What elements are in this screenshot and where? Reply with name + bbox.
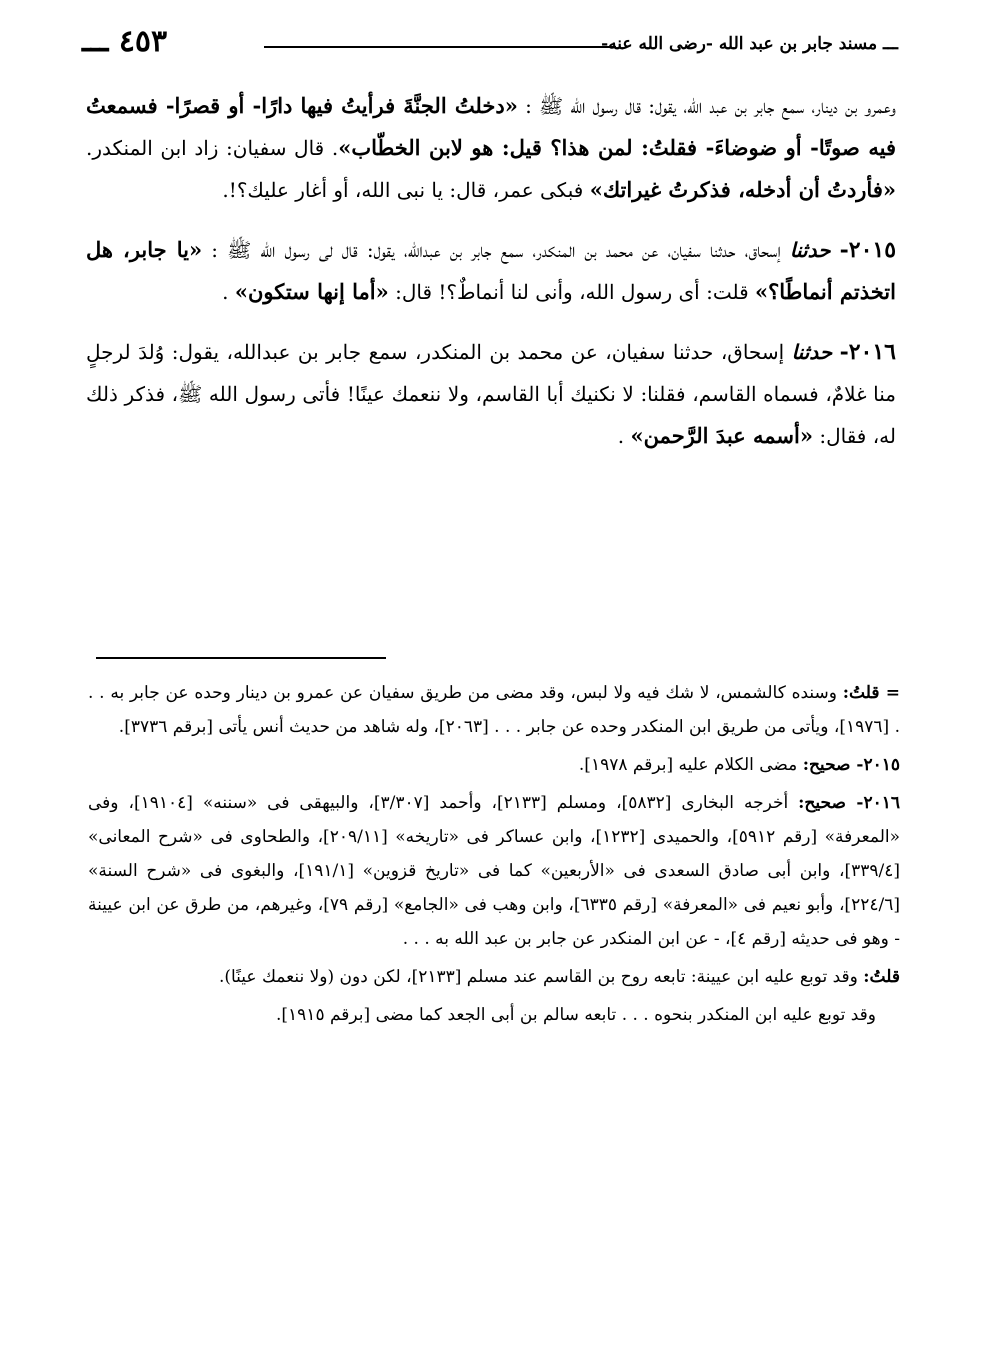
footnote-text: وسنده كالشمس، لا شك فيه ولا لبس، وقد مضى من طريق سفيان عن عمرو بن دينار وحده عن جابر به . . . [١٩٧٦]، ويأتى من طريق ابن المنكدر وحده عن جابر . . . [٢٠٦٣]، وله شاهد من حديث أنس يأتى [برقم ٣٧٣٦]. bbox=[88, 683, 900, 737]
footnote-number: ٢٠١٦- bbox=[845, 793, 901, 813]
hadith-paragraph-2016 bbox=[86, 331, 896, 457]
narration-text: قلت: أى رسول الله، وأنى لنا أنماطٌ؟! قال: bbox=[388, 280, 755, 304]
footnote-2016 bbox=[88, 786, 900, 956]
footnote-text: وقد توبع عليه ابن المنكدر بنحوه . . . تابعه سالم بن أبى الجعد كما مضى [برقم ١٩١٥]. bbox=[276, 1005, 876, 1025]
footnote-continuation bbox=[88, 676, 900, 744]
footnote-continuation-mark: = bbox=[879, 683, 901, 703]
prophetic-quote: «أسمه عبدَ الرَّحمن» bbox=[630, 423, 813, 448]
footnote-number: ٢٠١٥- bbox=[850, 755, 900, 775]
narration-keyword: حدثنا bbox=[791, 340, 833, 364]
running-title: ـــ مسند جابر بن عبد الله -رضى الله عنه- bbox=[601, 34, 898, 54]
main-text bbox=[86, 85, 896, 457]
narration-text: . bbox=[617, 424, 631, 448]
footnote-keyword: قلتُ: bbox=[842, 683, 880, 703]
hadith-paragraph-continued bbox=[86, 85, 896, 211]
page-number: ٤٥٣ ـــ bbox=[82, 24, 168, 59]
prophetic-quote: «يا جابر، هل اتخذتم أنماطًا؟» bbox=[86, 237, 896, 304]
hadith-number: ٢٠١٦- bbox=[839, 339, 896, 365]
footnote-text: مضى الكلام عليه [برقم ١٩٧٨]. bbox=[578, 755, 803, 775]
footnote-keyword: قلتُ: bbox=[863, 967, 900, 987]
footnote-text: أخرجه البخارى [٥٨٣٢]، ومسلم [٢١٣٣]، وأحمد [٣/٣٠٧]، والبيهقى فى «سننه» [١٩١٠٤]، وفى «المعرفة» [رقم ٥٩١٢]، والحميدى [١٢٣٢]، وابن عساكر فى «تاريخه» [٢٠٩/١١]، والطحاوى فى «شرح المعانى» [٣٣٩/٤]، وابن أبى صادق السعدى فى «الأربعين» كما فى «تاريخ قزوين» [١٩١/١]، والبغوى فى «شرح السنة» [٢٢٤/٦]، وأبو نعيم فى «المعرفة» [رقم ٦٣٣٥]، وابن وهب فى «الجامع» [رقم ٧٩]، وغيرهم، من طرق عن ابن عيينة - وهو فى حديثه [رقم ٤]، - عن ابن المنكدر عن جابر بن عبد الله به . . . bbox=[88, 793, 901, 949]
narration-text: إسحاق، حدثنا سفيان، عن محمد بن المنكدر، سمع جابر بن عبدالله، يقول: وُلدَ لرجلٍ منا غلامٌ، فسماه القاسم، فقلنا: لا نكنيك أبا القاسم، ولا ننعمك عينًا! فأتى رسول الله ﷺ، فذكر ذلك له، فقال: bbox=[86, 340, 896, 448]
footnotes bbox=[88, 676, 900, 1032]
footnote-text: وقد توبع عليه ابن عيينة: تابعه روح بن القاسم عند مسلم [٢١٣٣]، لكن دون (ولا ننعمك عينًا). bbox=[218, 967, 864, 987]
narration-keyword: حدثنا bbox=[789, 238, 831, 262]
footnote-grade: صحيح: bbox=[798, 793, 846, 813]
narration-text: فبكى عمر، قال: يا نبى الله، أو أغار عليك؟!. bbox=[222, 178, 590, 202]
prophetic-quote: «أما إنها ستكون» bbox=[234, 279, 389, 304]
running-header bbox=[82, 24, 898, 64]
narration-text: إسحاق، حدثنا سفيان، عن محمد بن المنكدر، سمع جابر بن عبدالله، يقول: قال لى رسول الله ﷺ : bbox=[202, 238, 790, 262]
footnote-grade: صحيح: bbox=[802, 755, 851, 775]
header-rule bbox=[264, 46, 616, 48]
narration-text: وعمرو بن دينار، سمع جابر بن عبد الله، يقول: قال رسول الله ﷺ : bbox=[517, 94, 896, 118]
prophetic-quote: «دخلتُ الجنَّةَ فرأيتُ فيها دارًا- أو قصرًا- فسمعتُ فيه صوتًا- أو ضوضاءَ- فقلتُ: لمن هذا؟ قيل: هو لابن الخطّاب» bbox=[86, 93, 896, 160]
prophetic-quote: «فأردتُ أن أدخله، فذكرتُ غيراتك» bbox=[589, 177, 896, 202]
hadith-number: ٢٠١٥- bbox=[839, 237, 897, 263]
footnote-rule bbox=[96, 657, 386, 659]
narration-text: . bbox=[222, 280, 235, 304]
narration-text: . قال سفيان: زاد ابن المنكدر. bbox=[86, 136, 339, 160]
footnote-2015 bbox=[88, 748, 900, 782]
footnote-note bbox=[88, 960, 900, 994]
hadith-paragraph-2015 bbox=[86, 229, 896, 313]
footnote-last bbox=[88, 998, 900, 1032]
